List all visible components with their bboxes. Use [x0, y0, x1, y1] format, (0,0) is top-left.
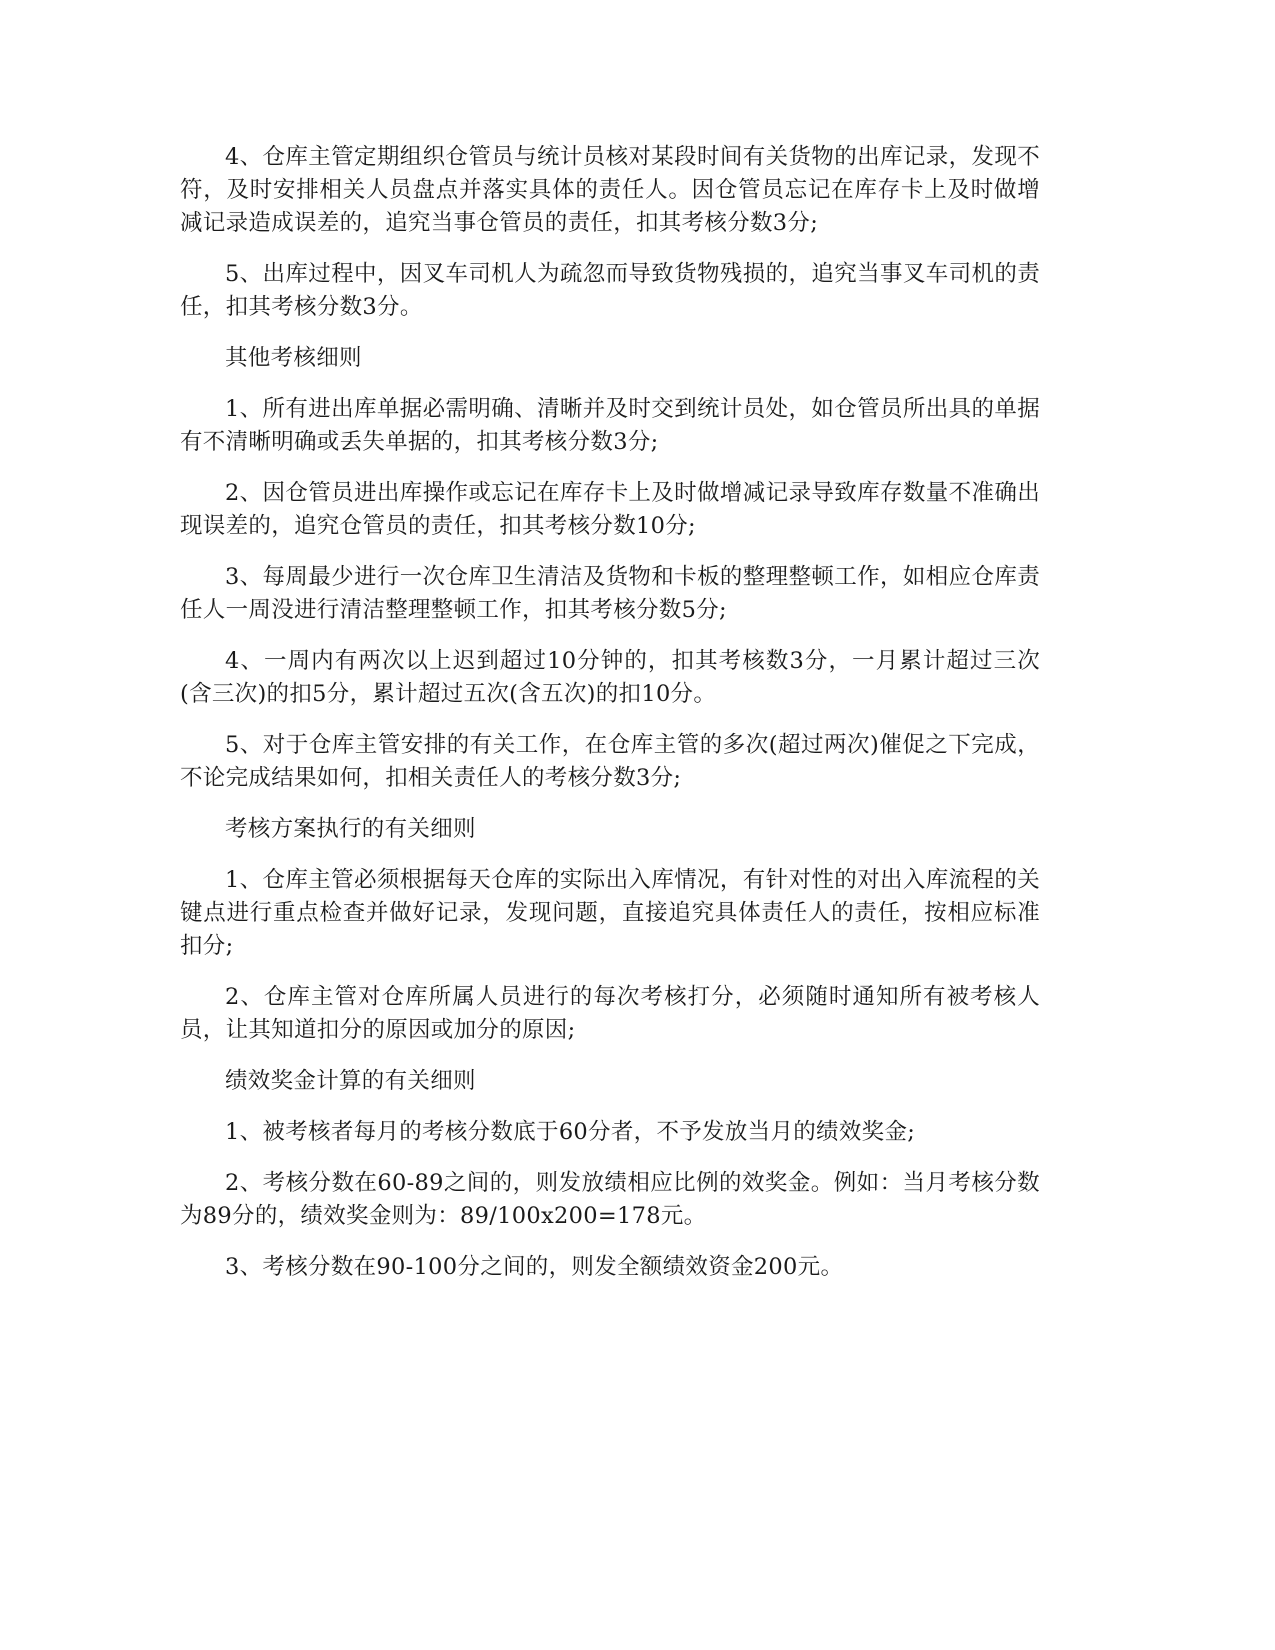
section-heading-bonus-rules: 绩效奖金计算的有关细则 — [225, 1068, 476, 1094]
rule-forklift-damage: 5、出库过程中，因叉车司机人为疏忽而导致货物残损的，追究当事叉车司机的责任，扣其考核分数3分。 — [180, 261, 1040, 320]
rule-inventory-error: 2、因仓管员进出库操作或忘记在库存卡上及时做增减记录导致库存数量不准确出现误差的，追究仓管员的责任，扣其考核分数10分; — [180, 480, 1040, 539]
rule-urging-tasks: 5、对于仓库主管安排的有关工作，在仓库主管的多次(超过两次)催促之下完成，不论完成结果如何，扣相关责任人的考核分数3分; — [180, 732, 1040, 791]
rule-lateness: 4、一周内有两次以上迟到超过10分钟的，扣其考核数3分，一月累计超过三次(含三次)的扣5分，累计超过五次(含五次)的扣10分。 — [180, 648, 1040, 707]
rule-documents-clarity: 1、所有进出库单据必需明确、清晰并及时交到统计员处，如仓管员所出具的单据有不清晰明确或丢失单据的，扣其考核分数3分; — [180, 396, 1040, 455]
rule-weekly-cleaning: 3、每周最少进行一次仓库卫生清洁及货物和卡板的整理整顿工作，如相应仓库责任人一周没进行清洁整理整顿工作，扣其考核分数5分; — [180, 564, 1040, 623]
rule-outbound-record-check: 4、仓库主管定期组织仓管员与统计员核对某段时间有关货物的出库记录，发现不符，及时安排相关人员盘点并落实具体的责任人。因仓管员忘记在库存卡上及时做增减记录造成误差的，追究当事仓管员的责任，扣其考核分数3分; — [180, 144, 1040, 236]
rule-score-notification: 2、仓库主管对仓库所属人员进行的每次考核打分，必须随时通知所有被考核人员，让其知道扣分的原因或加分的原因; — [180, 984, 1040, 1043]
document-page — [180, 141, 1040, 1302]
section-heading-other-rules: 其他考核细则 — [225, 345, 362, 371]
rule-bonus-90-100: 3、考核分数在90-100分之间的，则发全额绩效资金200元。 — [225, 1254, 844, 1280]
rule-bonus-60-89: 2、考核分数在60-89之间的，则发放绩相应比例的效奖金。例如：当月考核分数为89分的，绩效奖金则为：89/100x200=178元。 — [180, 1170, 1040, 1229]
rule-key-point-inspection: 1、仓库主管必须根据每天仓库的实际出入库情况，有针对性的对出入库流程的关键点进行重点检查并做好记录，发现问题，直接追究具体责任人的责任，按相应标准扣分; — [180, 867, 1040, 959]
section-heading-execution-rules: 考核方案执行的有关细则 — [225, 816, 476, 842]
rule-bonus-below-60: 1、被考核者每月的考核分数底于60分者，不予发放当月的绩效奖金; — [225, 1119, 916, 1145]
